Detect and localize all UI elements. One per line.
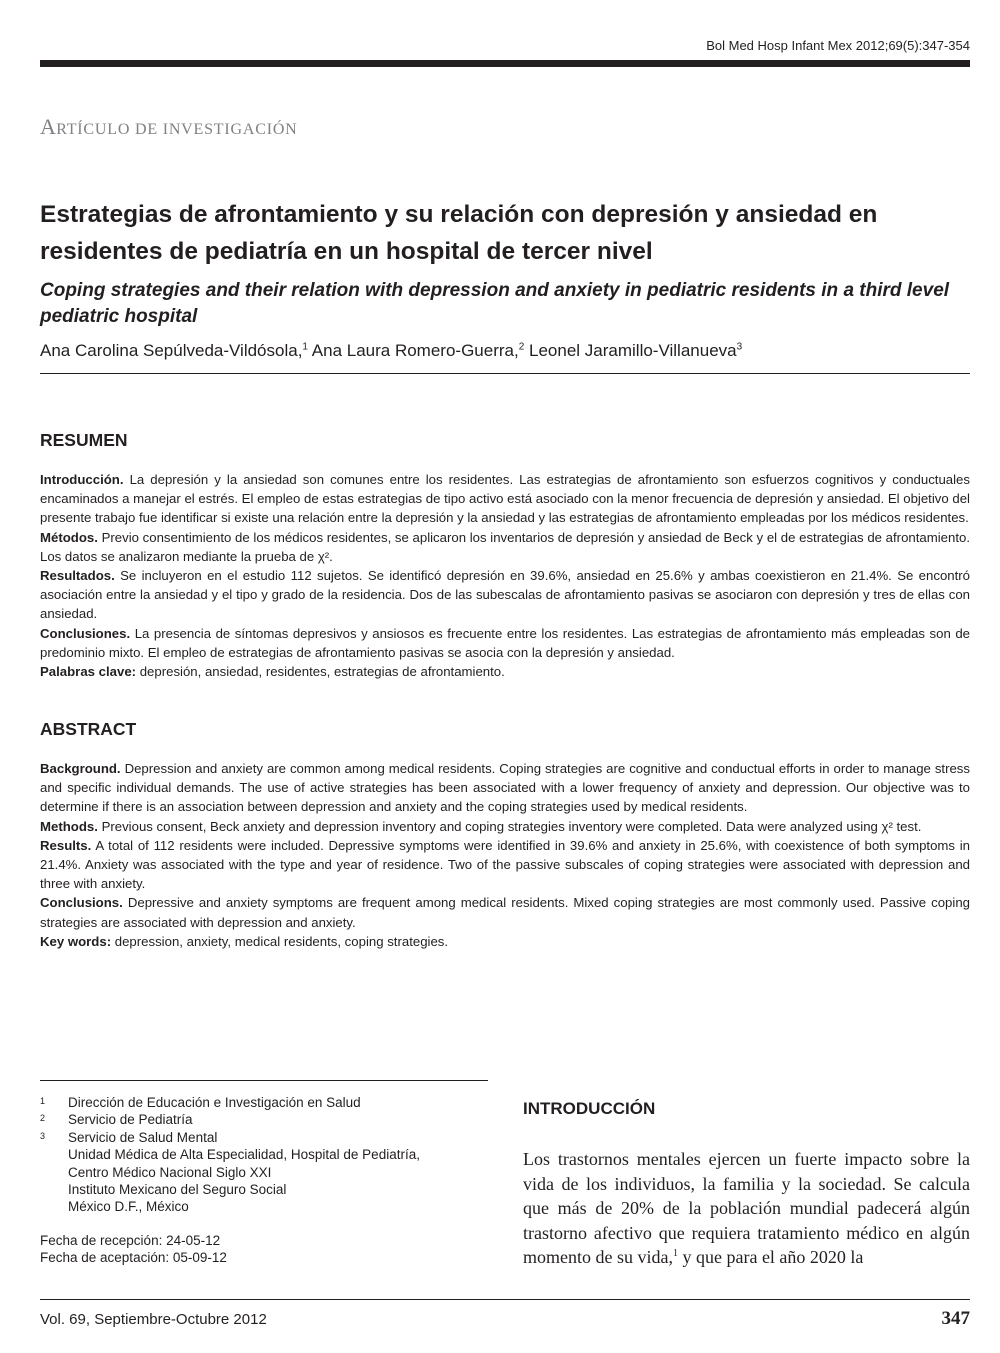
author-name: Leonel Jaramillo-Villanueva — [529, 341, 737, 360]
author-affiliation-sup: 3 — [736, 341, 743, 353]
abstract-text: A total of 112 residents were included. Depressive symptoms were identified in 39.6% and anxiety in 25.6%, with coexistence of both symptoms in 21.4%. Anxiety was associated with the type and year of residence. Two of the passive subscales of coping strategies were associated with depression and three with anxiety. — [40, 837, 971, 892]
resumen-text: La depresión y la ansiedad son comunes entre los residentes. Las estrategias de afrontamiento son esfuerzos cognitivos y conductuales encaminados a manejar el estrés. El empleo de estas estrategias de tipo activo está asociado con la menor frecuencia de depresión y ansiedad. El objetivo del presente trabajo fue identificar si existe una relación entre la depresión y la ansiedad y las estrategias de afrontamiento empleadas por los médicos residentes. — [40, 472, 970, 526]
footnote-text: Instituto Mexicano del Seguro Social — [68, 1182, 287, 1198]
accepted-date: Fecha de aceptación: 05-09-12 — [40, 1250, 227, 1266]
footnote-text: Servicio de Salud Mental — [68, 1129, 218, 1145]
journal-reference: Bol Med Hosp Infant Mex 2012;69(5):347-354 — [706, 38, 970, 53]
abstract-paragraph — [40, 893, 970, 931]
abstract-body — [40, 759, 970, 951]
resumen-label: Introducción. — [40, 472, 124, 487]
citation-ref: 1 — [672, 1248, 678, 1260]
abstract-text: Previous consent, Beck anxiety and depression inventory and coping strategies inventory were completed. Data were analyzed using χ² test. — [101, 818, 922, 834]
footnote-text: Centro Médico Nacional Siglo XXI — [68, 1164, 272, 1180]
resumen-text: La presencia de síntomas depresivos y ansiosos es frecuente entre los residentes. Las estrategias de afrontamiento más empleadas son de predominio mixto. El empleo de estrategias de afrontamiento pasivas se asocia con la depresión y ansiedad. — [40, 625, 971, 660]
abstract-label: Key words: — [40, 933, 112, 949]
resumen-paragraph — [40, 662, 970, 681]
footnote-text: Unidad Médica de Alta Especialidad, Hospital de Pediatría, — [68, 1147, 420, 1163]
footer-rule — [40, 1299, 970, 1300]
resumen-paragraph — [40, 566, 970, 624]
footnote-number: 1 — [40, 1096, 46, 1106]
introduction-paragraph — [523, 1147, 970, 1270]
introduction-text-continued: y que para el año 2020 la — [677, 1247, 864, 1268]
footnote-number — [40, 1146, 68, 1163]
resumen-text: depresión, ansiedad, residentes, estrategias de afrontamiento. — [139, 664, 505, 680]
abstract-paragraph — [40, 817, 970, 836]
author-name: Ana Carolina Sepúlveda-Vildósola, — [40, 341, 303, 360]
footnote-text: Dirección de Educación e Investigación en Salud — [68, 1095, 361, 1110]
resumen-text: Se incluyeron en el estudio 112 sujetos. Se identificó depresión en 39.6%, ansiedad en 25.6% y ambas coexistieron en 21.4%. Se encontró asociación entre la ansiedad y el tipo y grado de la residencia. Dos de las subescalas de afrontamiento pasivas se asociaron con depresión y tres de ellas con ansiedad. — [40, 568, 970, 622]
resumen-paragraph — [40, 470, 970, 528]
footnote-text: México D.F., México — [68, 1199, 189, 1215]
abstract-heading: ABSTRACT — [40, 719, 137, 739]
introduction-text: Los trastornos mentales ejercen un fuerte impacto sobre la vida de los individuos, la familia y la sociedad. Se calcula que más de 20% de la población mundial padecerá algún trastorno afectivo que requiera tratamiento médico en algún momento de su vida, — [523, 1149, 970, 1268]
footnote-row — [40, 1111, 490, 1128]
resumen-body — [40, 470, 970, 681]
footnote-number — [40, 1181, 68, 1198]
article-title-english: Coping strategies and their relation with depression and anxiety in pediatric residents in a third level pediatric hospital — [40, 280, 950, 327]
abstract-label: Results. — [40, 837, 92, 853]
footnote-row — [40, 1094, 490, 1111]
abstract-paragraph — [40, 836, 970, 894]
header-rule — [40, 60, 970, 67]
resumen-label: Conclusiones. — [40, 625, 131, 641]
footnote-row — [40, 1164, 490, 1181]
received-date: Fecha de recepción: 24-05-12 — [40, 1233, 221, 1248]
abstract-label: Background. — [40, 761, 121, 776]
author-rule — [40, 373, 970, 374]
footnote-rule — [40, 1080, 488, 1081]
affiliation-footnotes — [40, 1094, 490, 1216]
author-affiliation-sup: 2 — [518, 341, 525, 353]
abstract-label: Methods. — [40, 818, 98, 834]
footnote-text: Servicio de Pediatría — [68, 1112, 193, 1128]
author-affiliation-sup: 1 — [302, 341, 308, 353]
abstract-paragraph — [40, 932, 970, 951]
abstract-text: depression, anxiety, medical residents, coping strategies. — [114, 933, 449, 949]
abstract-label: Conclusions. — [40, 895, 123, 911]
author-name: Ana Laura Romero-Guerra, — [311, 341, 519, 360]
footnote-row — [40, 1181, 490, 1198]
resumen-label: Palabras clave: — [40, 664, 137, 680]
footnote-number — [40, 1198, 68, 1215]
footnote-number: 3 — [40, 1130, 46, 1141]
footnote-row — [40, 1198, 490, 1215]
footnote-row — [40, 1129, 490, 1146]
resumen-paragraph — [40, 528, 970, 566]
article-title-spanish: Estrategias de afrontamiento y su relación con depresión y ansiedad en residentes de pediatría en un hospital de tercer nivel — [40, 201, 878, 265]
resumen-label: Métodos. — [40, 529, 98, 545]
section-kicker-initial: A — [40, 114, 57, 139]
resumen-paragraph — [40, 624, 970, 662]
introduction-heading: INTRODUCCIÓN — [523, 1099, 656, 1118]
footnote-number: 2 — [40, 1113, 46, 1124]
footnote-row — [40, 1146, 490, 1163]
resumen-heading: RESUMEN — [40, 430, 128, 450]
footer-issue: Vol. 69, Septiembre-Octubre 2012 — [40, 1311, 267, 1328]
article-dates — [40, 1232, 227, 1267]
section-kicker — [40, 114, 298, 140]
page-number: 347 — [941, 1308, 970, 1329]
abstract-text: Depression and anxiety are common among medical residents. Coping strategies are cognitive and conductual efforts in order to manage stress and specific individual demands. The use of active strategies has been associated with a lower frequency of anxiety and depression. Our objective was to determine if there is an association between depression and anxiety and the coping strategies used by medical residents. — [40, 761, 970, 815]
abstract-paragraph — [40, 759, 970, 817]
footnote-number — [40, 1164, 68, 1181]
abstract-text: Depressive and anxiety symptoms are frequent among medical residents. Mixed coping strategies are most commonly used. Passive coping strategies are associated with depression and anxiety. — [40, 895, 970, 930]
author-list — [40, 341, 970, 361]
section-kicker-rest: RTÍCULO DE INVESTIGACIÓN — [56, 121, 298, 138]
resumen-text: Previo consentimiento de los médicos residentes, se aplicaron los inventarios de depresión y ansiedad de Beck y el de estrategias de afrontamiento. Los datos se analizaron mediante la prueba de χ². — [40, 529, 970, 564]
resumen-label: Resultados. — [40, 568, 115, 584]
